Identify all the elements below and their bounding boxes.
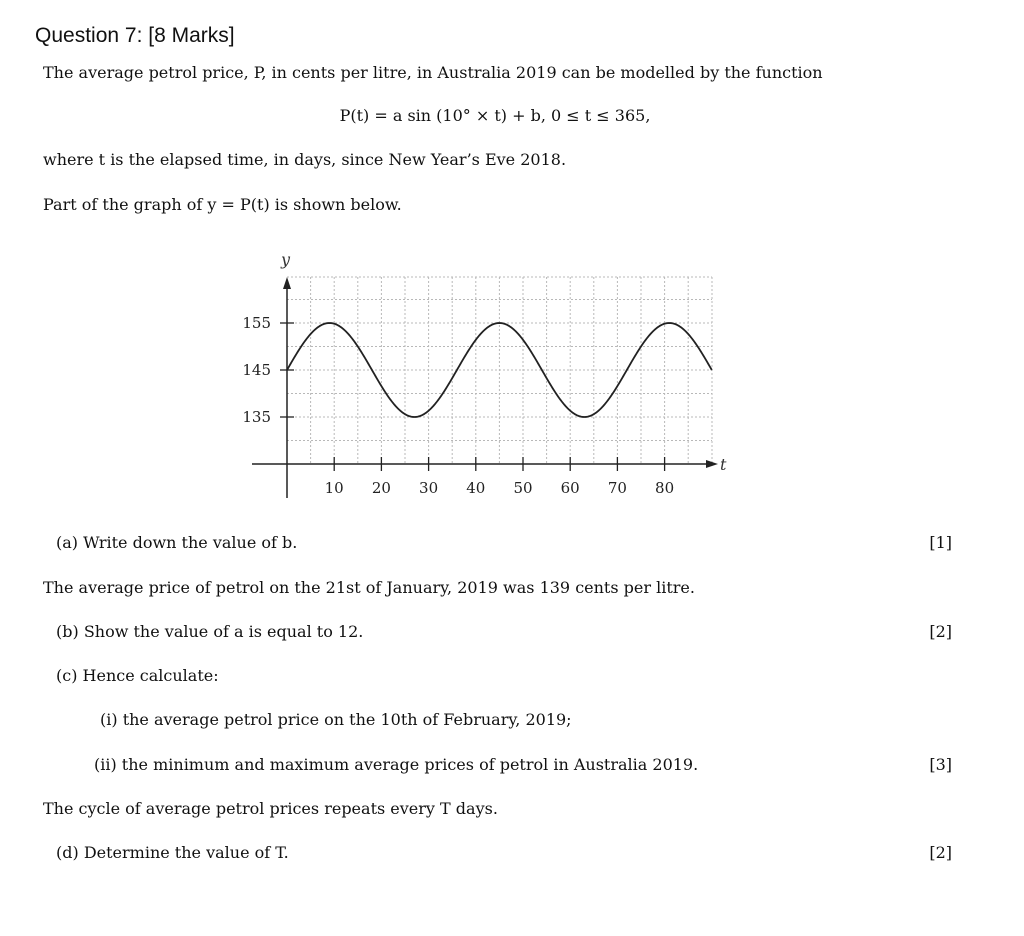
question-title: Question 7: [8 Marks]	[35, 24, 235, 47]
part-c-ii-text: (ii) the minimum and maximum average prices of petrol in Australia 2019.	[94, 755, 699, 774]
y-axis-arrow	[283, 277, 291, 289]
part-a-marks: [1]	[929, 533, 952, 552]
x-tick-label: 40	[466, 479, 486, 497]
part-c-marks: [3]	[929, 755, 952, 774]
intro-text: The average petrol price, P, in cents per litre, in Australia 2019 can be modelled by the function	[43, 63, 823, 82]
chart-axes	[252, 277, 718, 498]
part-d-text: (d) Determine the value of T.	[56, 843, 289, 862]
chart-grid	[287, 277, 712, 464]
y-tick-label: 145	[242, 361, 271, 379]
y-axis-label: y	[281, 250, 291, 269]
x-tick-label: 20	[371, 479, 391, 497]
part-b-text: (b) Show the value of a is equal to 12.	[56, 622, 364, 641]
part-b-marks: [2]	[929, 622, 952, 641]
cycle-text: The cycle of average petrol prices repeats every T days.	[43, 799, 498, 818]
x-tick-label: 10	[324, 479, 344, 497]
x-tick-label: 50	[513, 479, 533, 497]
chart-ticks	[242, 314, 674, 497]
elapsed-time-text: where t is the elapsed time, in days, since New Year’s Eve 2018.	[43, 150, 567, 169]
part-c-text: (c) Hence calculate:	[56, 666, 219, 685]
x-tick-label: 70	[607, 479, 627, 497]
x-tick-label: 80	[655, 479, 675, 497]
x-tick-label: 30	[419, 479, 439, 497]
y-tick-label: 155	[242, 314, 271, 332]
part-a-text: (a) Write down the value of b.	[56, 533, 298, 552]
graph-intro-text: Part of the graph of y = P(t) is shown below.	[43, 195, 402, 214]
y-tick-label: 135	[242, 408, 271, 426]
x-axis-label: t	[720, 455, 727, 474]
function-formula: P(t) = a sin (10° × t) + b, 0 ≤ t ≤ 365,	[339, 106, 651, 125]
info-text: The average price of petrol on the 21st of January, 2019 was 139 cents per litre.	[43, 578, 695, 597]
x-tick-label: 60	[560, 479, 580, 497]
part-d-marks: [2]	[929, 843, 952, 862]
part-c-i-text: (i) the average petrol price on the 10th of February, 2019;	[100, 710, 572, 729]
